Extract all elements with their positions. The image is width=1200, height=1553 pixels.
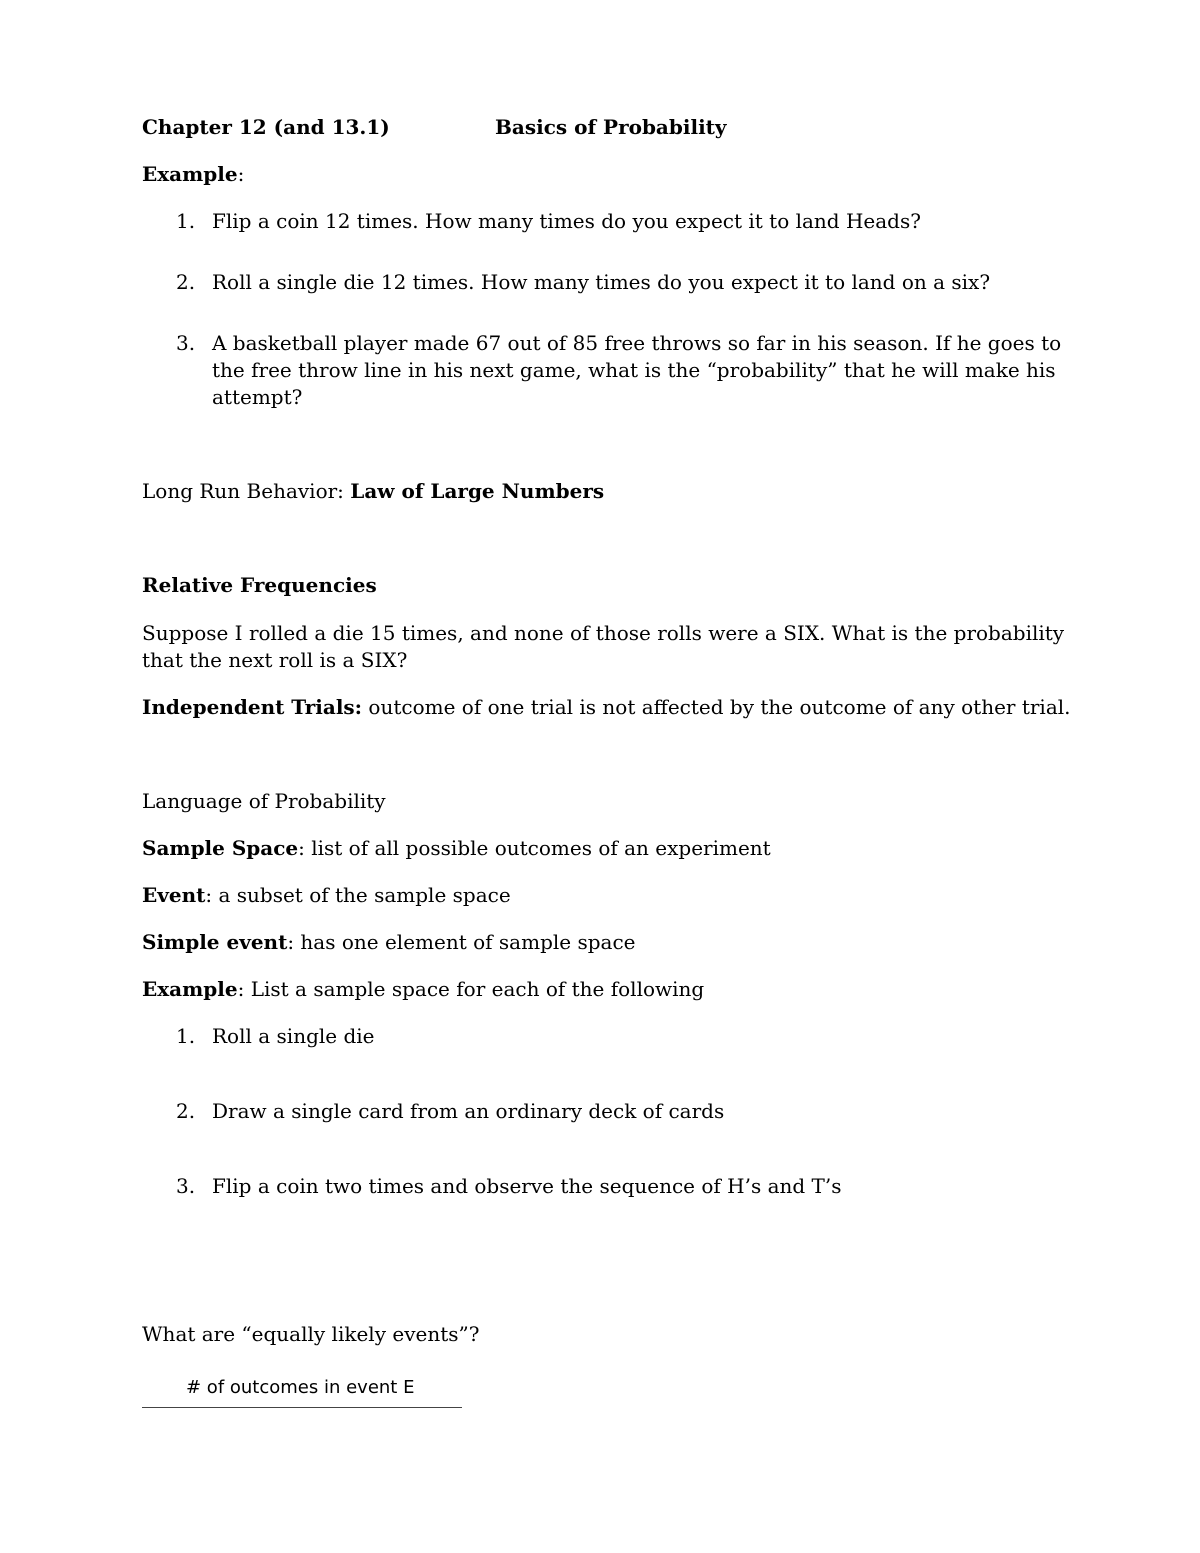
list-item: Flip a coin two times and observe the sequence of H’s and T’s bbox=[212, 1174, 842, 1198]
example-label: Example bbox=[142, 162, 238, 186]
page-title: Basics of Probability bbox=[495, 115, 727, 139]
relative-frequencies-heading: Relative Frequencies bbox=[142, 573, 377, 597]
definition-text: : a subset of the sample space bbox=[205, 883, 511, 907]
list-number: 2. bbox=[176, 1099, 196, 1123]
paragraph-line: Suppose I rolled a die 15 times, and none of those rolls were a SIX. What is the probability bbox=[142, 621, 1065, 645]
list-number: 2. bbox=[176, 270, 196, 294]
list-item-continued: attempt? bbox=[212, 385, 303, 409]
list-number: 3. bbox=[176, 331, 196, 355]
law-of-large-numbers: Law of Large Numbers bbox=[350, 479, 605, 503]
list-number: 1. bbox=[176, 209, 196, 233]
example-label: Example bbox=[142, 977, 238, 1001]
example-colon: : bbox=[237, 162, 245, 186]
list-item: Flip a coin 12 times. How many times do you expect it to land Heads? bbox=[212, 209, 921, 233]
definition-event bbox=[142, 882, 511, 909]
definition-text: : has one element of sample space bbox=[287, 930, 636, 954]
example-heading bbox=[142, 161, 244, 188]
list-number: 1. bbox=[176, 1024, 196, 1048]
long-run-prefix: Long Run Behavior: bbox=[142, 479, 351, 503]
example-text: : List a sample space for each of the following bbox=[237, 977, 705, 1001]
list-item: Roll a single die 12 times. How many times do you expect it to land on a six? bbox=[212, 270, 991, 294]
definition-sample-space bbox=[142, 835, 771, 862]
definition-term: Sample Space bbox=[142, 836, 299, 860]
list-item-continued: the free throw line in his next game, what is the “probability” that he will make his bbox=[212, 358, 1056, 382]
independent-trials-text: outcome of one trial is not affected by the outcome of any other trial. bbox=[362, 695, 1071, 719]
independent-trials-definition bbox=[142, 694, 1071, 721]
chapter-label: Chapter 12 (and 13.1) bbox=[142, 115, 390, 139]
fraction-bar bbox=[142, 1407, 462, 1408]
list-number: 3. bbox=[176, 1174, 196, 1198]
definition-simple-event bbox=[142, 929, 635, 956]
equally-likely-question: What are “equally likely events”? bbox=[142, 1322, 480, 1346]
independent-trials-term: Independent Trials: bbox=[142, 695, 363, 719]
language-heading: Language of Probability bbox=[142, 789, 386, 813]
fraction-numerator: # of outcomes in event E bbox=[186, 1377, 415, 1398]
list-item: A basketball player made 67 out of 85 free throws so far in his season. If he goes to bbox=[212, 331, 1062, 355]
list-item: Draw a single card from an ordinary deck of cards bbox=[212, 1099, 725, 1123]
definition-term: Simple event bbox=[142, 930, 288, 954]
paragraph-line: that the next roll is a SIX? bbox=[142, 648, 408, 672]
definition-term: Event bbox=[142, 883, 206, 907]
long-run-heading bbox=[142, 478, 604, 505]
example-2-heading bbox=[142, 976, 704, 1003]
definition-text: : list of all possible outcomes of an experiment bbox=[298, 836, 771, 860]
list-item: Roll a single die bbox=[212, 1024, 375, 1048]
